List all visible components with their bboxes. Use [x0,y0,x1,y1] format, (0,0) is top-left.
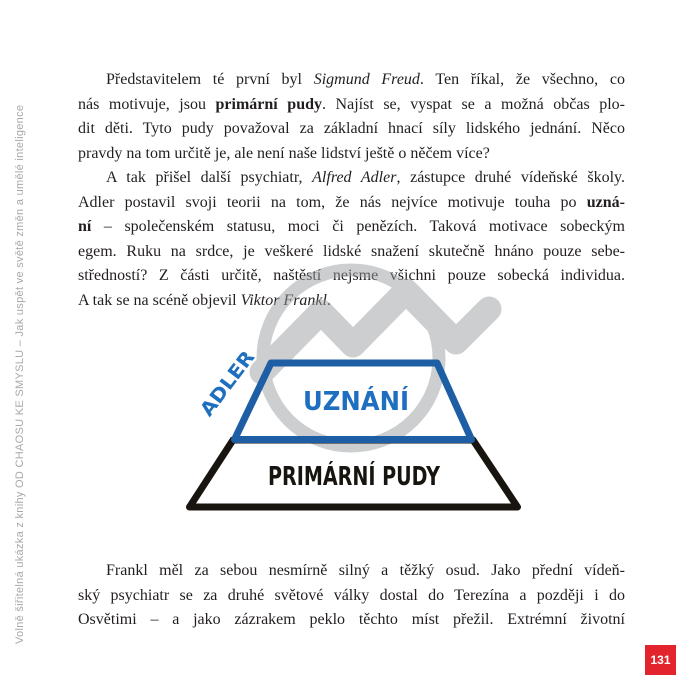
primarni-pudy-label: PRIMÁRNÍ PUDY [268,462,502,492]
body-text-segment: uzná- [586,193,625,211]
body-text-segment: nás motivuje, jsou [78,95,216,113]
body-text-segment: ský psychiatr se za druhé světové války dostal do Terezína a později i do [78,586,625,604]
body-line [78,166,625,191]
body-text-segment: . Ten říkal, že všechno, co [419,71,625,88]
body-text-upper [78,68,625,313]
body-line [78,215,625,240]
pyramid-base-band [190,440,518,507]
edge-sample-note: Volně šiřitelná ukázka z knihy OD CHAOSU KE SMYSLU – Jak uspět ve světě změn a umělé inteligence [14,104,26,644]
body-text-segment: dit děti. Tyto pudy považoval za základní hnací síly lidského jednání. Něco [78,120,625,137]
body-text-segment: A tak přišel další psychiatr, [106,169,313,186]
body-line [78,68,625,93]
body-line [78,559,625,584]
body-text-segment: – společenském statusu, moci či penězích. Taková motivace sobeckým [91,218,625,235]
body-text-segment: Viktor Frankl [240,291,327,309]
body-text-segment: Osvětimi – a jako zázrakem peklo těchto míst přežil. Extrémní životní [78,611,625,628]
pyramid-top-band [235,363,472,440]
body-text-segment: Sigmund Freud [313,71,420,88]
body-text-segment: . Najíst se, vyspat se a možná občas plo- [322,95,625,113]
body-line [78,289,625,314]
body-line [78,142,625,167]
body-line [78,191,625,216]
body-line [78,117,625,142]
uznani-label: UZNÁNÍ [303,387,417,417]
body-text-segment: Frankl měl za sebou nesmírně silný a těžký osud. Jako přední vídeň- [106,562,625,579]
body-text-segment: , zástupce druhé vídeňské školy. [396,169,625,186]
adler-label: ADLER [195,351,256,421]
body-line [78,584,625,609]
body-text-segment: Alfred Adler [312,169,397,186]
body-text-lower [78,559,625,633]
body-text-segment: pravdy na tom určitě je, ale není naše lidství ještě o něčem více? [78,144,490,162]
body-text-segment: primární pudy [215,95,322,113]
body-text-segment: A tak se na scéně objevil [78,291,241,309]
body-line [78,264,625,289]
body-text-segment: Adler postavil svoji teorii na tom, že nás nejvíce motivuje touha po [78,193,587,211]
body-text-segment: středností? Z části určitě, naštěstí nejsme všichni pouze sobecká individua. [78,267,625,284]
body-line [78,608,625,633]
body-line [78,93,625,118]
page-number-badge [645,645,676,675]
page-number: 131 [650,653,671,667]
body-text-segment: . [326,291,331,309]
body-text-segment: Představitelem té první byl [106,71,314,88]
body-line [78,240,625,265]
body-text-segment: ní [78,218,92,235]
body-text-segment: egem. Ruku na srdce, je veškeré lidské snažení skutečně hnáno pouze sebe- [78,242,625,260]
